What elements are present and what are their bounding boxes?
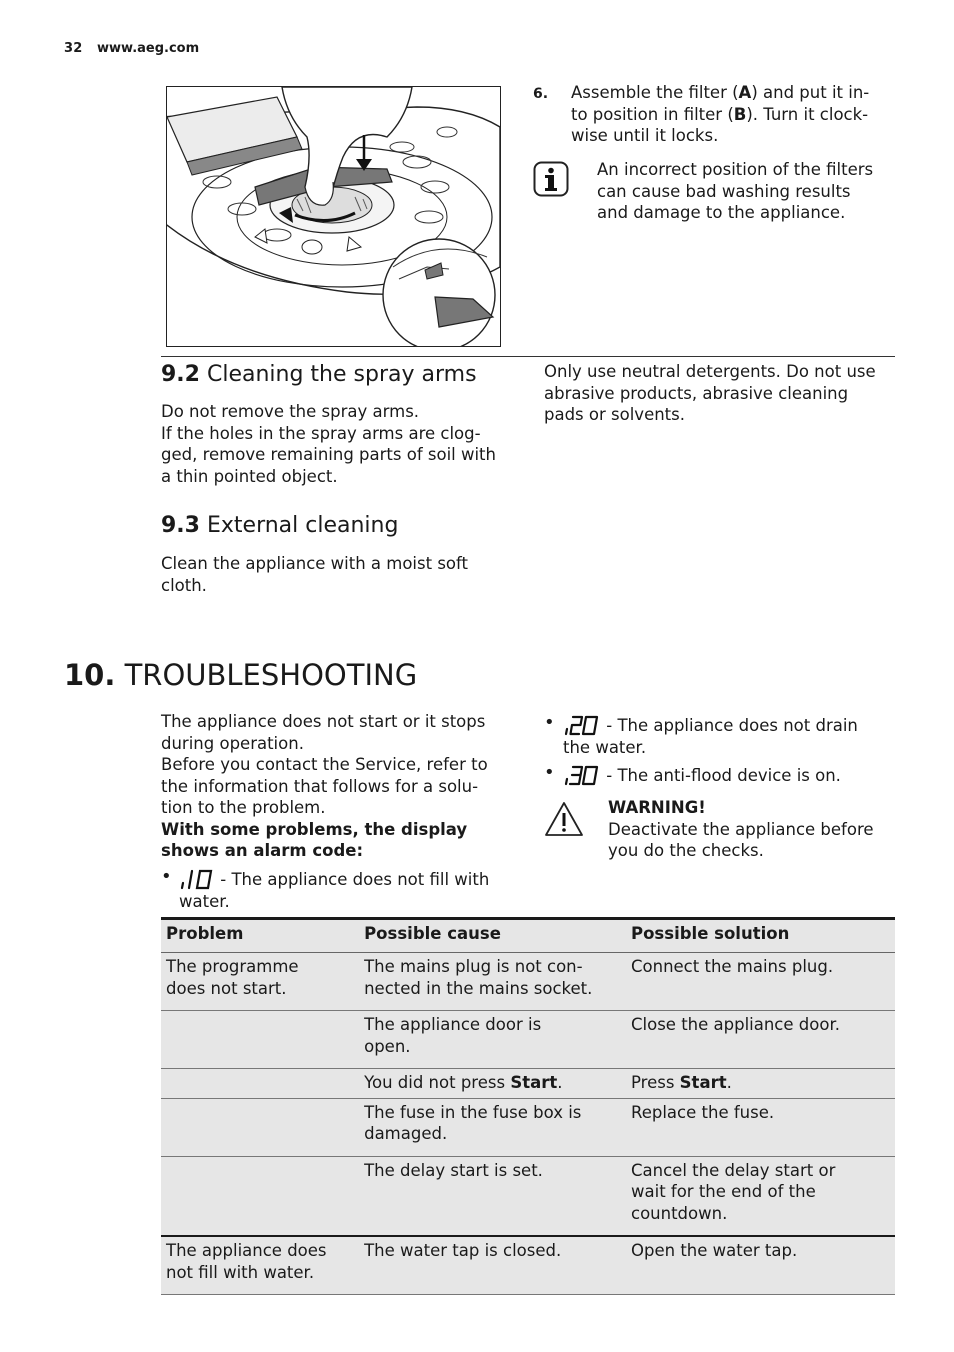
body-line: If the holes in the spray arms are clog- [161,423,481,443]
warning-title: WARNING! [608,798,706,817]
table-row [161,1011,895,1069]
start-label: Start [679,1073,727,1092]
cell-line: does not start. [166,978,287,998]
step-text-line: wise until it locks. [571,126,719,145]
cell-line: The appliance door is [364,1015,542,1034]
chapter-number: 10. [64,658,116,692]
alarm-code-text: the water. [563,737,647,757]
cell-line: The delay start is set. [364,1160,543,1180]
cell-cause [359,1011,626,1069]
body-line: abrasive products, abrasive cleaning [544,383,849,403]
cell-text: Press [631,1073,680,1092]
troubleshooting-table [161,917,895,1295]
alarm-code-text: water. [179,891,230,911]
cell-problem [161,1069,359,1099]
filter-assembly-drawing [167,87,500,346]
table-row [161,1156,895,1236]
table-row [161,1098,895,1156]
cell-line: Open the water tap. [631,1241,798,1260]
body-line: Only use neutral detergents. Do not use [544,362,876,381]
info-note [597,159,897,224]
cell-solution [626,1098,895,1156]
filter-a-label: A [738,83,752,102]
info-line: An incorrect position of the filters [597,160,874,179]
cell-problem [161,1098,359,1156]
alarm-code-item [563,714,903,758]
cell-cause [359,1156,626,1236]
cell-line: countdown. [631,1203,728,1223]
cell-line: damaged. [364,1124,448,1143]
cell-solution [626,1011,895,1069]
cell-line: open. [364,1036,411,1056]
cell-line: nected in the mains socket. [364,978,593,998]
chapter-heading-10 [64,658,417,692]
cell-line: Replace the fuse. [631,1102,775,1122]
cell-text: . [557,1073,563,1092]
cell-line: The appliance does [166,1241,327,1260]
cell-line: The fuse in the fuse box is [364,1102,582,1122]
alarm-code-i20-icon [563,714,601,736]
body-line: Before you contact the Service, refer to [161,755,488,774]
column-header-cause: Possible cause [359,919,626,953]
step-text-part: ). Turn it clock- [746,104,869,124]
cell-line: Close the appliance door. [631,1015,840,1034]
troubleshooting-table-grid [161,917,895,1295]
body-line: Do not remove the spray arms. [161,402,420,421]
info-line: can cause bad washing results [597,181,851,201]
body-line: ged, remove remaining parts of soil with [161,445,496,464]
alarm-code-item [179,868,519,912]
cell-solution [626,1069,895,1099]
cell-line: The mains plug is not con- [364,957,583,976]
body-line: pads or solvents. [544,405,685,424]
cell-solution [626,1156,895,1236]
cell-line: Connect the mains plug. [631,957,834,976]
filter-b-label: B [733,104,747,124]
cell-problem [161,1011,359,1069]
warning-note [608,797,908,862]
body-line: tion to the problem. [161,798,326,817]
body-line: cloth. [161,575,207,595]
section-9-2-body [161,401,521,487]
cell-line: wait for the end of the [631,1182,816,1201]
alarm-code-text: - The appliance does not drain [601,716,858,735]
info-icon [533,161,569,197]
cell-line: The water tap is closed. [364,1241,562,1260]
section-divider [161,356,895,357]
table-row [161,1236,895,1295]
bullet: • [544,762,555,783]
warning-line: you do the checks. [608,841,764,860]
cell-problem [161,953,359,1011]
bold-line: With some problems, the display [161,819,468,839]
cell-line: Cancel the delay start or [631,1160,836,1180]
bullet: • [544,712,555,733]
cell-line: not fill with water. [166,1262,315,1282]
alarm-code-i10-icon [179,868,215,890]
table-row [161,953,895,1011]
section-title: Cleaning the spray arms [206,362,477,387]
section-heading-9-3 [161,512,398,540]
warning-line: Deactivate the appliance before [608,819,874,839]
detergent-note [544,361,904,426]
body-line: The appliance does not start or it stops [161,712,486,731]
section-heading-9-2 [161,361,477,389]
page-number: 32 [64,41,83,56]
step-text-part: Assemble the filter ( [571,83,739,102]
start-label: Start [510,1073,558,1092]
section-9-3-body [161,553,521,596]
alarm-code-text: - The anti-flood device is on. [601,766,841,785]
column-header-solution: Possible solution [626,919,895,953]
cell-cause [359,1069,626,1099]
table-header-row [161,919,895,953]
alarm-code-item [563,764,903,787]
step-text-part: to position in filter ( [571,104,734,124]
cell-text: . [726,1073,732,1092]
step-6-text [571,82,901,147]
section-title: External cleaning [206,513,399,538]
body-line: the information that follows for a solu- [161,776,479,796]
body-line: during operation. [161,733,304,753]
filter-illustration [166,86,501,347]
bullet: • [161,866,172,887]
cell-solution [626,953,895,1011]
cell-problem [161,1236,359,1295]
step-number: 6. [533,86,549,102]
bold-line: shows an alarm code: [161,841,364,860]
warning-triangle-icon [543,800,585,838]
cell-text: You did not press [364,1073,511,1092]
alarm-code-i30-icon [563,764,601,786]
cell-solution [626,1236,895,1295]
troubleshooting-intro [161,711,521,862]
column-header-problem: Problem [161,919,359,953]
step-text-part: ) and put it in- [751,83,870,102]
info-line: and damage to the appliance. [597,203,846,222]
body-line: a thin pointed object. [161,466,338,486]
section-number: 9.2 [161,362,200,387]
cell-cause [359,953,626,1011]
section-number: 9.3 [161,513,200,538]
cell-line: The programme [166,957,299,976]
cell-problem [161,1156,359,1236]
body-line: Clean the appliance with a moist soft [161,554,469,573]
alarm-code-text: - The appliance does not fill with [215,870,490,889]
cell-cause [359,1098,626,1156]
site-url: www.aeg.com [97,41,200,56]
chapter-title: TROUBLESHOOTING [124,658,418,692]
cell-cause [359,1236,626,1295]
table-row [161,1069,895,1099]
